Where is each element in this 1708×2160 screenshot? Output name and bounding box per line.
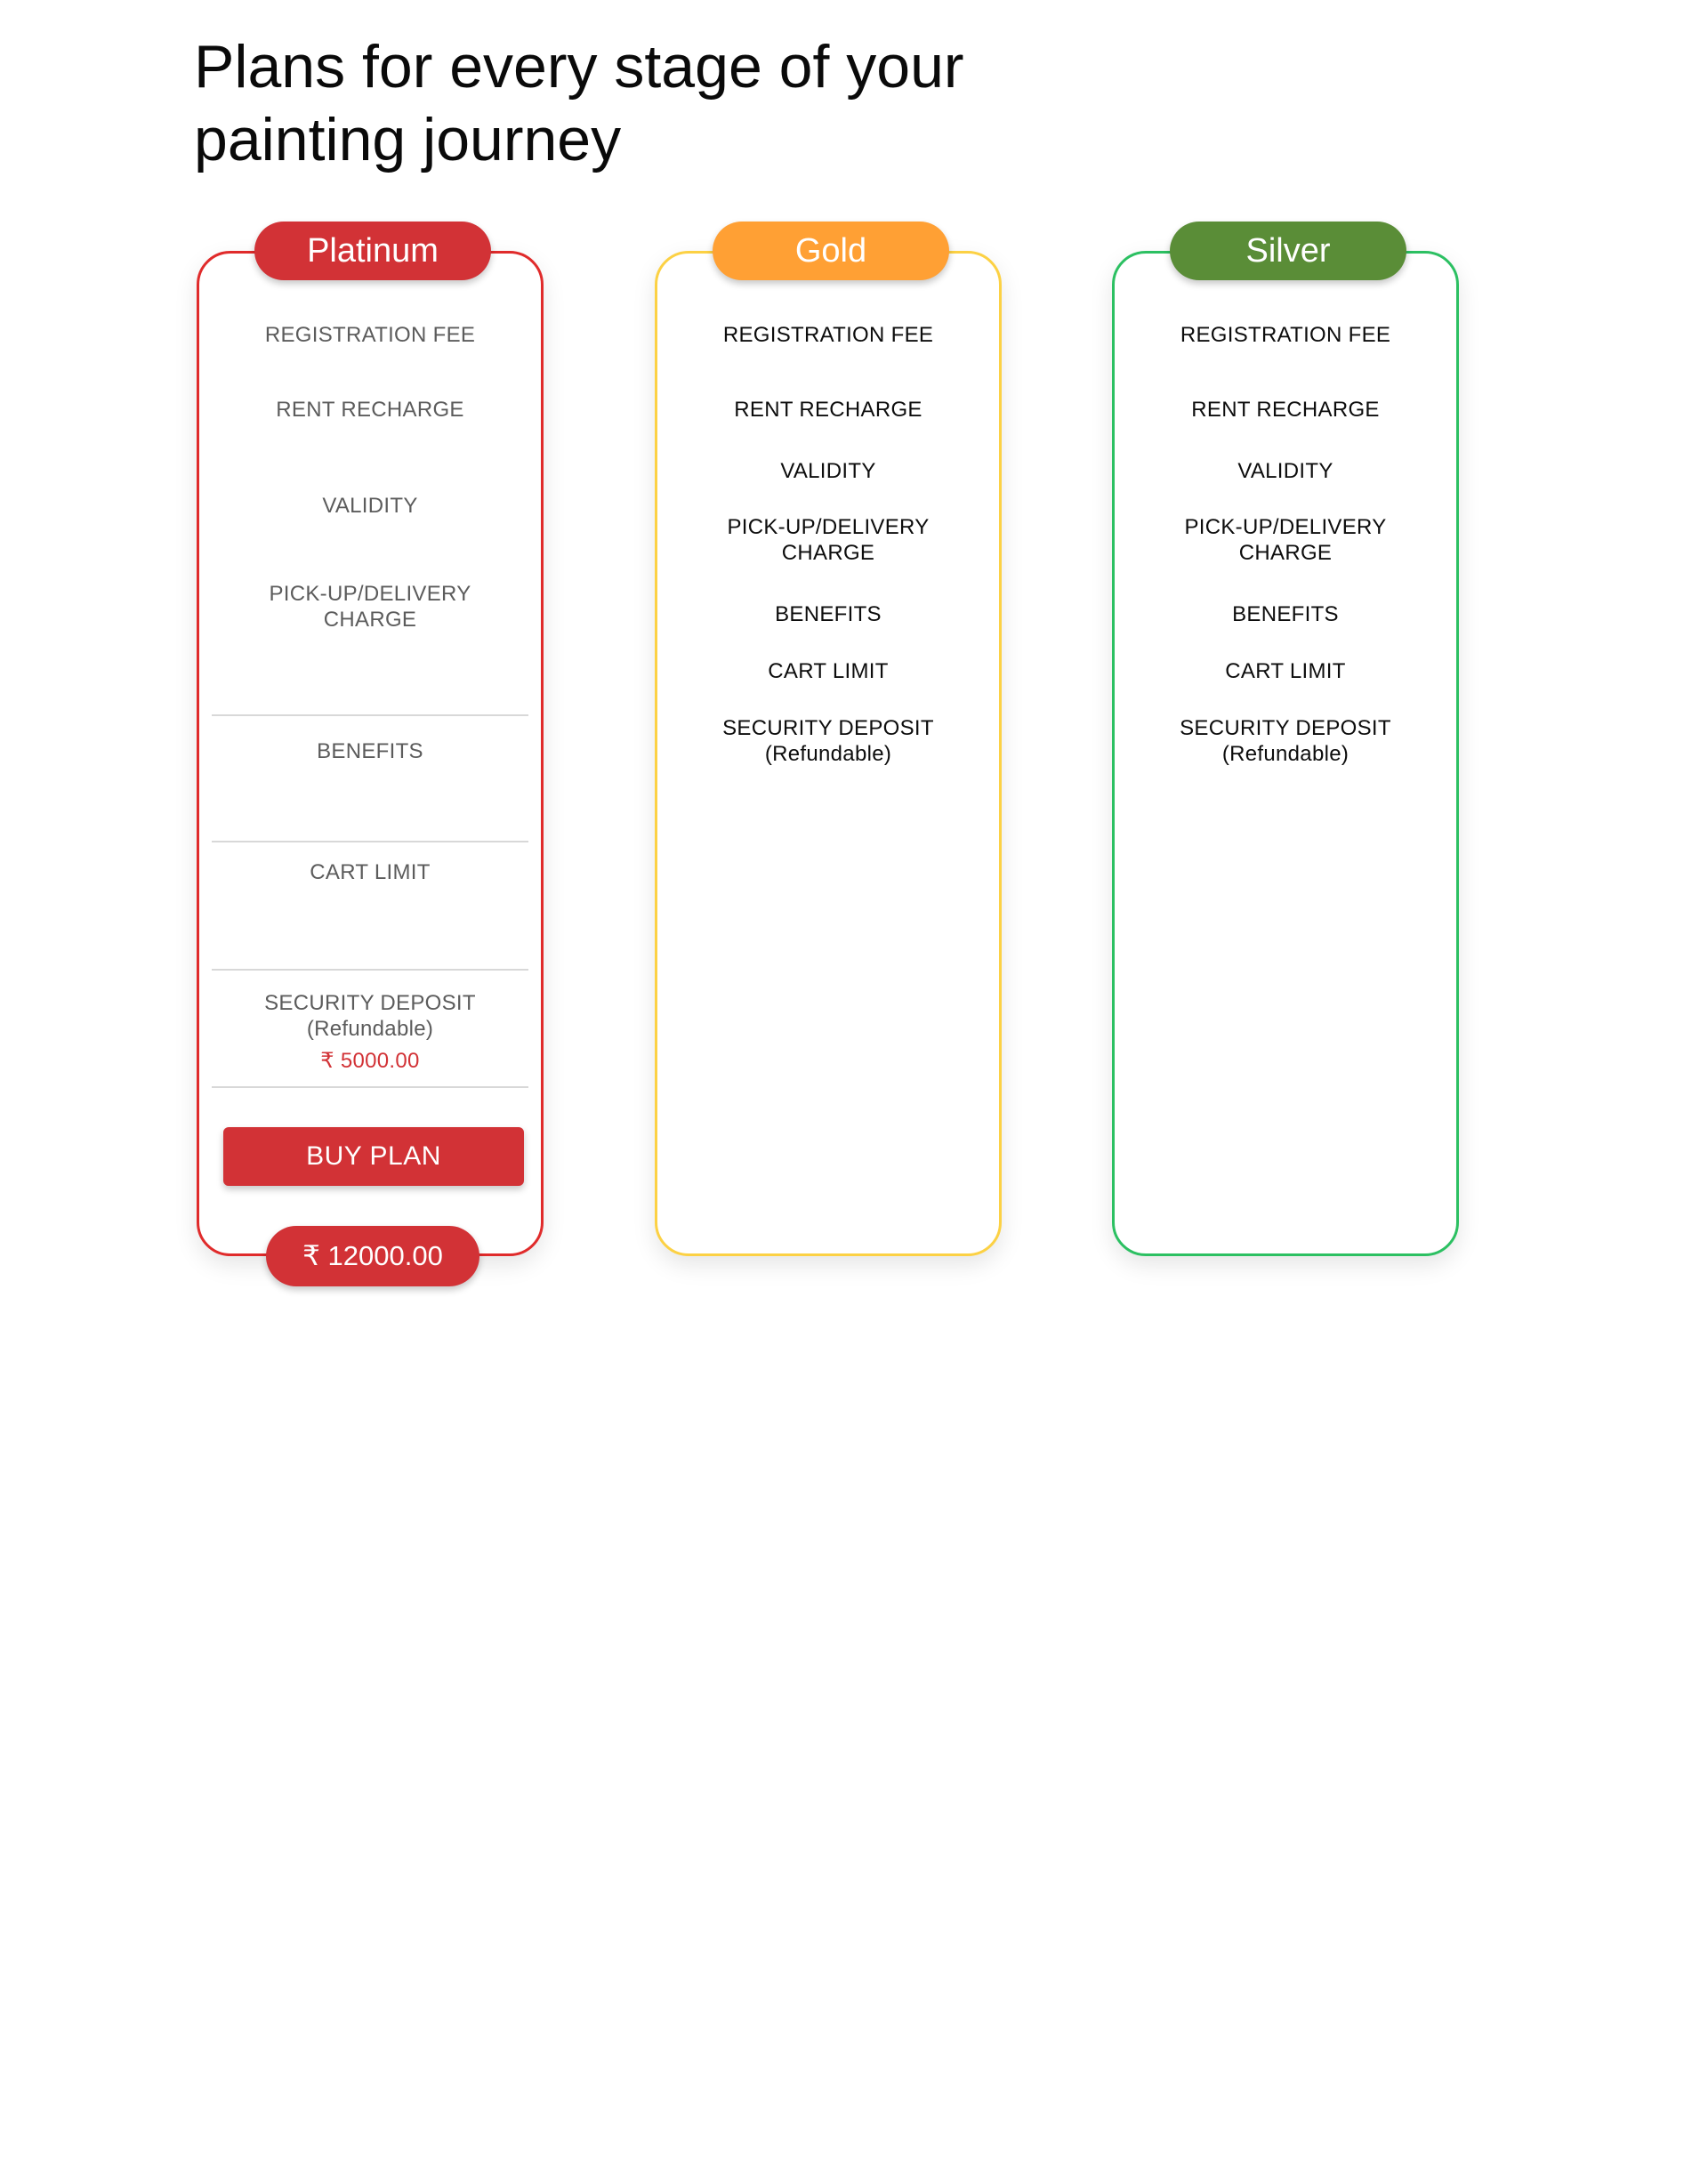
plan-row-deposit-line-1: SECURITY DEPOSIT bbox=[722, 716, 934, 740]
row-divider bbox=[212, 841, 528, 842]
plan-row-pickup-delivery bbox=[657, 514, 999, 566]
plan-row-benefits: BENEFITS bbox=[317, 739, 423, 763]
page-title-line-1: Plans for every stage of your bbox=[194, 33, 964, 101]
plan-row-pickup-delivery bbox=[199, 581, 541, 633]
plan-row-rent-recharge: RENT RECHARGE bbox=[734, 398, 922, 422]
plan-row-deposit-line-2: (Refundable) bbox=[1221, 742, 1349, 766]
page-title bbox=[194, 30, 1084, 176]
plan-row-cart-limit: CART LIMIT bbox=[1225, 659, 1346, 683]
plan-row-security-deposit bbox=[199, 990, 541, 1074]
plan-row-validity: VALIDITY bbox=[322, 494, 418, 518]
plan-price-badge: ₹ 12000.00 bbox=[266, 1226, 479, 1286]
plan-row-benefits: BENEFITS bbox=[1232, 602, 1339, 626]
plan-row-pickup-line-1: PICK-UP/DELIVERY bbox=[269, 582, 471, 606]
plan-card-platinum bbox=[197, 232, 544, 1271]
plan-row-deposit-line-2: (Refundable) bbox=[306, 1017, 434, 1041]
plan-row-deposit-line-2: (Refundable) bbox=[764, 742, 892, 766]
plan-row-pickup-line-1: PICK-UP/DELIVERY bbox=[1184, 515, 1387, 539]
plan-badge-silver: Silver bbox=[1170, 222, 1406, 280]
plan-row-pickup-line-1: PICK-UP/DELIVERY bbox=[727, 515, 930, 539]
plan-row-security-deposit bbox=[657, 715, 999, 767]
plan-row-benefits: BENEFITS bbox=[775, 602, 882, 626]
row-divider bbox=[212, 714, 528, 716]
row-divider bbox=[212, 1086, 528, 1088]
plan-row-pickup-line-2: CHARGE bbox=[323, 608, 417, 632]
plan-badge-platinum: Platinum bbox=[254, 222, 491, 280]
plan-row-validity: VALIDITY bbox=[780, 459, 876, 483]
plan-row-validity: VALIDITY bbox=[1237, 459, 1333, 483]
plan-row-registration-fee: REGISTRATION FEE bbox=[722, 323, 934, 347]
plan-row-registration-fee: REGISTRATION FEE bbox=[264, 323, 476, 347]
plan-row-pickup-delivery bbox=[1115, 514, 1456, 566]
plan-row-security-deposit bbox=[1115, 715, 1456, 767]
plan-row-rent-recharge: RENT RECHARGE bbox=[1191, 398, 1380, 422]
plan-row-pickup-line-2: CHARGE bbox=[781, 541, 875, 565]
plan-card-silver bbox=[1112, 232, 1459, 1256]
plan-row-pickup-line-2: CHARGE bbox=[1238, 541, 1333, 565]
plan-row-deposit-line-1: SECURITY DEPOSIT bbox=[1180, 716, 1391, 740]
plan-badge-gold: Gold bbox=[713, 222, 949, 280]
plan-row-deposit-line-1: SECURITY DEPOSIT bbox=[264, 991, 476, 1015]
row-divider bbox=[212, 969, 528, 971]
plan-row-rent-recharge: RENT RECHARGE bbox=[276, 398, 464, 422]
page-title-line-2: painting journey bbox=[194, 106, 622, 173]
plan-row-cart-limit: CART LIMIT bbox=[768, 659, 889, 683]
plan-card-gold bbox=[655, 232, 1002, 1256]
buy-plan-button[interactable]: BUY PLAN bbox=[223, 1127, 524, 1186]
plan-row-registration-fee: REGISTRATION FEE bbox=[1180, 323, 1391, 347]
plan-row-cart-limit: CART LIMIT bbox=[310, 860, 431, 884]
security-deposit-amount: ₹ 5000.00 bbox=[320, 1049, 420, 1073]
